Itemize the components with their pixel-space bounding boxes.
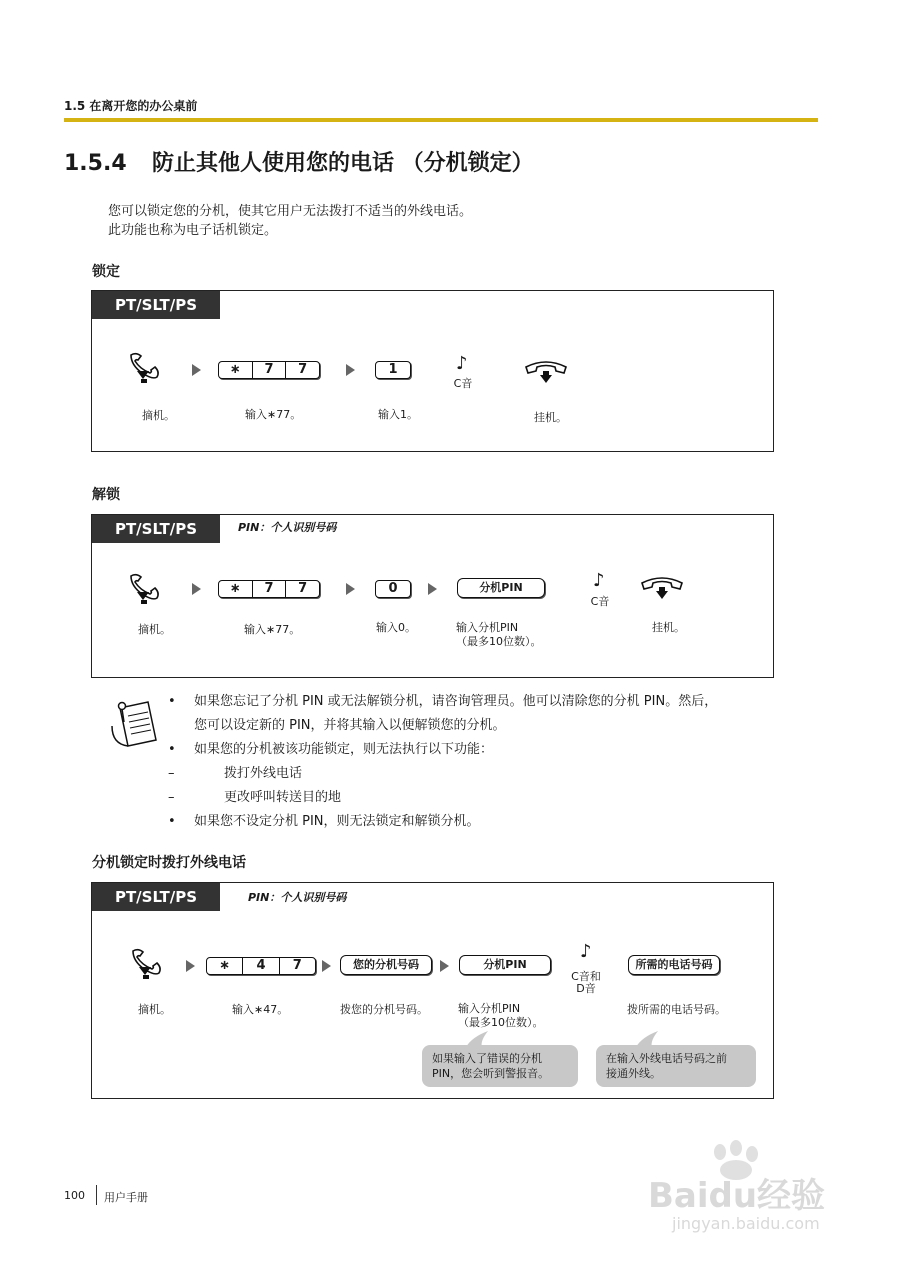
- flow-arrow: [192, 364, 201, 376]
- digit-key: 4: [243, 958, 279, 974]
- caption-enter-pin: [456, 621, 542, 649]
- digit-key: 7: [292, 958, 302, 973]
- pin-definition: PIN：个人识别号码: [238, 521, 337, 534]
- feature-code-keys: [218, 361, 320, 379]
- offhook-phone-icon: [128, 351, 164, 385]
- caption-offhook: 摘机。: [142, 409, 175, 422]
- tone-line: C音和: [571, 970, 601, 983]
- caption-line: 输入分机PIN: [456, 621, 519, 634]
- flow-arrow: [346, 364, 355, 376]
- tone-label: [566, 971, 606, 995]
- flow-arrow: [428, 583, 437, 595]
- caption-enter-digit: 输入1。: [378, 408, 418, 421]
- unlock-procedure-box: [91, 514, 774, 678]
- note-item: • 如果您的分机被该功能锁定，则无法执行以下功能：: [168, 742, 494, 757]
- lock-procedure-box: [91, 290, 774, 452]
- flow-arrow: [346, 583, 355, 595]
- caption-line: （最多10位数）。: [456, 635, 542, 648]
- memo-note-icon: [108, 696, 158, 750]
- pin-definition: PIN：个人识别号码: [248, 891, 347, 904]
- unlock-heading: 解锁: [92, 487, 120, 503]
- callout-wrong-pin: [422, 1045, 578, 1087]
- watermark-url: jingyan.baidu.com: [672, 1214, 820, 1233]
- note-subitem: – 更改呼叫转送目的地: [168, 790, 342, 805]
- intro-line-1: 您可以锁定您的分机，使其它用户无法拨打不适当的外线电话。: [108, 204, 473, 219]
- extension-pin-button: 分机PIN: [459, 955, 551, 975]
- star-key: ∗: [207, 958, 243, 974]
- feature-code-keys: [206, 957, 316, 975]
- onhook-phone-icon: [640, 573, 684, 605]
- caption-enter-code: 输入∗47。: [232, 1003, 289, 1016]
- caption-line: 输入分机PIN: [458, 1002, 521, 1015]
- digit-key: 7: [253, 581, 287, 597]
- device-tab: PT/SLT/PS: [92, 291, 220, 319]
- digit-key: 7: [253, 362, 287, 378]
- flow-arrow: [322, 960, 331, 972]
- tone-note-icon: ♪: [593, 570, 605, 591]
- tone-label: C音: [453, 377, 473, 390]
- note-item: • 如果您忘记了分机 PIN 或无法解锁分机，请咨询管理员。他可以清除您的分机 PIN。然后，: [168, 694, 718, 709]
- page-number: 100: [64, 1189, 85, 1202]
- callout-line: 如果输入了错误的分机: [432, 1052, 542, 1065]
- caption-dial-extension: 拨您的分机号码。: [340, 1003, 428, 1016]
- digit-1-key: 1: [375, 361, 411, 379]
- lock-heading: 锁定: [92, 264, 120, 280]
- watermark-brand: Baidu经验: [648, 1176, 826, 1216]
- section-title: 防止其他人使用您的电话 （分机锁定）: [152, 151, 534, 176]
- tone-note-icon: ♪: [456, 353, 468, 374]
- star-key: ∗: [219, 362, 253, 378]
- caption-line: （最多10位数）。: [458, 1016, 544, 1029]
- offhook-phone-icon: [128, 572, 164, 606]
- intro-text: [108, 202, 472, 240]
- flow-arrow: [186, 960, 195, 972]
- running-header: 1.5 在离开您的办公桌前: [64, 99, 198, 113]
- flow-arrow: [440, 960, 449, 972]
- tone-label: C音: [590, 595, 610, 608]
- callout-line: PIN，您会听到警报音。: [432, 1067, 550, 1080]
- external-procedure-box: [91, 882, 774, 1099]
- feature-code-keys: [218, 580, 320, 598]
- note-item: • 如果您不设定分机 PIN，则无法锁定和解锁分机。: [168, 814, 480, 829]
- offhook-phone-icon: [130, 947, 166, 981]
- caption-onhook: 挂机。: [534, 411, 567, 424]
- note-subitem: – 拨打外线电话: [168, 766, 303, 781]
- caption-enter-digit: 输入0。: [376, 621, 416, 634]
- caption-dial-number: 拨所需的电话号码。: [627, 1003, 726, 1016]
- footer-doc-title: 用户手册: [104, 1191, 148, 1204]
- section-number: 1.5.4: [64, 151, 127, 176]
- desired-number-button: 所需的电话号码: [628, 955, 720, 975]
- star-key: ∗: [219, 581, 253, 597]
- intro-line-2: 此功能也称为电子话机锁定。: [108, 223, 278, 238]
- footer-divider: [96, 1185, 97, 1205]
- extension-pin-button: 分机PIN: [457, 578, 545, 598]
- caption-enter-pin: [458, 1002, 544, 1030]
- device-tab: PT/SLT/PS: [92, 515, 220, 543]
- callout-line: 接通外线。: [606, 1067, 661, 1080]
- note-item-cont: 您可以设定新的 PIN，并将其输入以便解锁您的分机。: [194, 718, 506, 733]
- onhook-phone-icon: [524, 357, 568, 389]
- tone-note-icon: ♪: [580, 941, 592, 962]
- digit-key: 7: [298, 581, 308, 596]
- digit-0-key: 0: [375, 580, 411, 598]
- external-heading: 分机锁定时拨打外线电话: [92, 855, 246, 871]
- caption-onhook: 挂机。: [652, 621, 685, 634]
- callout-seize-line: [596, 1045, 756, 1087]
- flow-arrow: [192, 583, 201, 595]
- header-rule: [64, 118, 818, 122]
- digit-key: 7: [298, 362, 308, 377]
- caption-enter-code: 输入∗77。: [244, 623, 301, 636]
- caption-offhook: 摘机。: [138, 623, 171, 636]
- tone-line: D音: [576, 982, 596, 995]
- caption-offhook: 摘机。: [138, 1003, 171, 1016]
- caption-enter-code: 输入∗77。: [245, 408, 302, 421]
- page-title: [64, 146, 534, 177]
- your-extension-button: 您的分机号码: [340, 955, 432, 975]
- device-tab: PT/SLT/PS: [92, 883, 220, 911]
- notes-list: [168, 690, 717, 834]
- callout-line: 在输入外线电话号码之前: [606, 1052, 727, 1065]
